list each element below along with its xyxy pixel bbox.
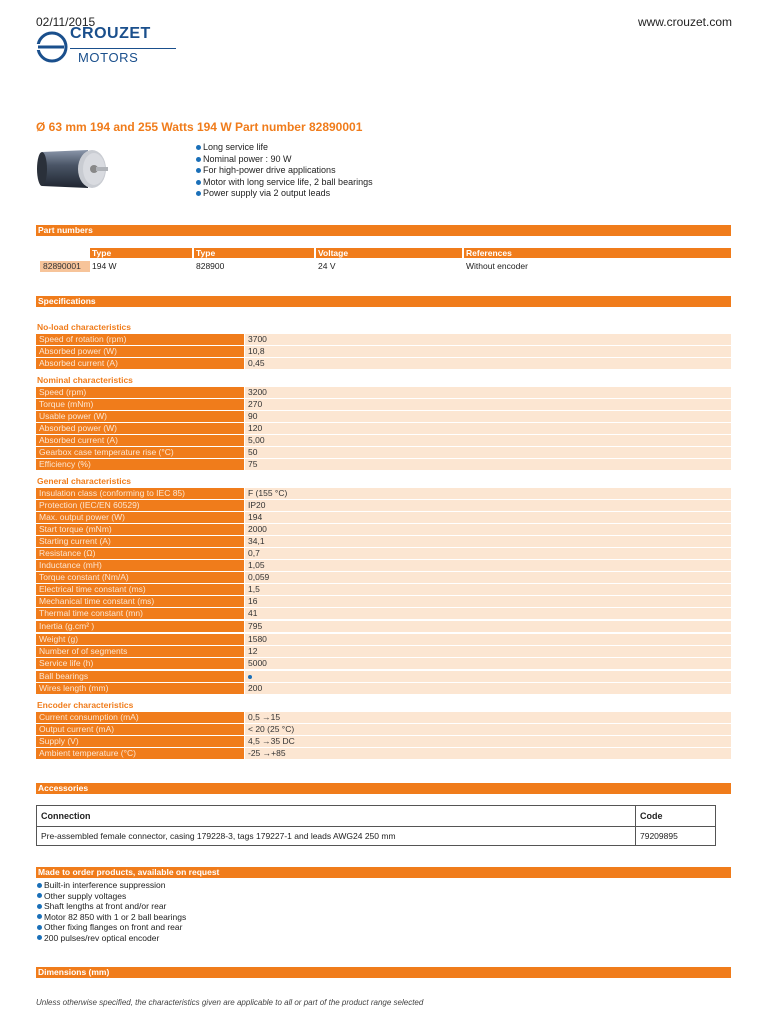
- table-row: [37, 827, 716, 846]
- spec-row: Service life (h) 5000: [36, 658, 731, 669]
- list-item: 200 pulses/rev optical encoder: [37, 933, 186, 944]
- spec-row: Starting current (A) 34,1: [36, 536, 731, 547]
- type-cell: 194 W: [92, 261, 117, 271]
- voltage-cell: 24 V: [318, 261, 336, 271]
- spec-row: Inertia (g.cm² ) 795: [36, 621, 731, 632]
- spec-row: Mechanical time constant (ms) 16: [36, 596, 731, 607]
- spec-row: Current consumption (mA) 0,5 →15: [36, 712, 731, 723]
- list-item: Power supply via 2 output leads: [196, 188, 373, 200]
- logo-mark-icon: [36, 27, 70, 67]
- section-title: No-load characteristics: [37, 322, 132, 332]
- product-title: Ø 63 mm 194 and 255 Watts 194 W Part number 82890001: [36, 120, 363, 134]
- part-numbers-heading: Part numbers: [36, 225, 731, 236]
- list-item: Nominal power : 90 W: [196, 154, 373, 166]
- logo-text-crouzet: CROUZET: [70, 25, 151, 42]
- bullet-icon: [37, 914, 42, 919]
- list-item: Motor 82 850 with 1 or 2 ball bearings: [37, 912, 186, 923]
- spec-row: Start torque (mNm) 2000: [36, 524, 731, 535]
- accessories-table: [36, 805, 716, 846]
- logo-text-motors: MOTORS: [78, 50, 139, 65]
- spec-row: Speed of rotation (rpm) 3700: [36, 334, 731, 345]
- motor-image: [36, 142, 116, 194]
- made-to-order-list: [37, 880, 186, 943]
- spec-row: Gearbox case temperature rise (°C) 50: [36, 447, 731, 458]
- table-header-row: [37, 806, 716, 827]
- accessories-heading: Accessories: [36, 783, 731, 794]
- bullet-icon: [196, 157, 201, 162]
- column-header: Connection: [37, 806, 636, 827]
- spec-row: Output current (mA) < 20 (25 °C): [36, 724, 731, 735]
- section-title: Nominal characteristics: [37, 375, 133, 385]
- bullet-icon: [37, 883, 42, 888]
- spec-row: Absorbed current (A) 5,00: [36, 435, 731, 446]
- spec-row: Electrical time constant (ms) 1,5: [36, 584, 731, 595]
- spec-row: Efficiency (%) 75: [36, 459, 731, 470]
- spec-row: Insulation class (conforming to IEC 85) F (155 °C): [36, 488, 731, 499]
- column-header: Code: [636, 806, 716, 827]
- spec-row: Thermal time constant (mn) 41: [36, 608, 731, 619]
- part-numbers-header-row: [36, 248, 731, 258]
- spec-row: Max. output power (W) 194: [36, 512, 731, 523]
- spec-row: Ambient temperature (°C) -25 →+85: [36, 748, 731, 759]
- spec-row: Torque (mNm) 270: [36, 399, 731, 410]
- list-item: Shaft lengths at front and/or rear: [37, 901, 186, 912]
- column-header: Type: [194, 248, 314, 258]
- spec-row: Absorbed power (W) 10,8: [36, 346, 731, 357]
- spec-row: Absorbed current (A) 0,45: [36, 358, 731, 369]
- footnote: Unless otherwise specified, the characteristics given are applicable to all or part of the product range selected: [36, 998, 424, 1007]
- ball-bearings-dot-icon: [248, 675, 252, 679]
- section-title: General characteristics: [37, 476, 132, 486]
- bullet-icon: [196, 145, 201, 150]
- spec-row: Absorbed power (W) 120: [36, 423, 731, 434]
- spec-row: Ball bearings: [36, 671, 731, 682]
- bullet-icon: [196, 180, 201, 185]
- column-header: References: [464, 248, 731, 258]
- made-to-order-heading: Made to order products, available on request: [36, 867, 731, 878]
- spec-row: Wires length (mm) 200: [36, 683, 731, 694]
- bullet-icon: [37, 935, 42, 940]
- section-title: Encoder characteristics: [37, 700, 134, 710]
- crouzet-logo: [36, 27, 176, 69]
- column-header: Voltage: [316, 248, 462, 258]
- list-item: Other fixing flanges on front and rear: [37, 922, 186, 933]
- logo-divider: [70, 48, 176, 49]
- spec-row: Resistance (Ω) 0,7: [36, 548, 731, 559]
- column-header: Type: [90, 248, 192, 258]
- spec-row: Supply (V) 4,5 →35 DC: [36, 736, 731, 747]
- type-code-cell: 828900: [196, 261, 225, 271]
- references-cell: Without encoder: [466, 261, 528, 271]
- list-item: Built-in interference suppression: [37, 880, 186, 891]
- bullet-icon: [196, 168, 201, 173]
- specifications-heading: Specifications: [36, 296, 731, 307]
- website-link[interactable]: www.crouzet.com: [637, 15, 732, 29]
- list-item: Long service life: [196, 142, 373, 154]
- bullet-icon: [37, 893, 42, 898]
- code-cell: 79209895: [636, 827, 716, 846]
- spec-row: Torque constant (Nm/A) 0,059: [36, 572, 731, 583]
- spec-row: Weight (g) 1580: [36, 634, 731, 645]
- connection-cell: Pre-assembled female connector, casing 179228-3, tags 179227-1 and leads AWG24 250 mm: [37, 827, 636, 846]
- feature-list: [196, 142, 373, 200]
- spec-row: Usable power (W) 90: [36, 411, 731, 422]
- spec-row: Speed (rpm) 3200: [36, 387, 731, 398]
- list-item: Motor with long service life, 2 ball bearings: [196, 177, 373, 189]
- spec-row: Protection (IEC/EN 60529) IP20: [36, 500, 731, 511]
- spec-row: Inductance (mH) 1,05: [36, 560, 731, 571]
- bullet-icon: [37, 904, 42, 909]
- list-item: For high-power drive applications: [196, 165, 373, 177]
- list-item: Other supply voltages: [37, 891, 186, 902]
- bullet-icon: [196, 191, 201, 196]
- document-date: 02/11/2015: [36, 15, 96, 29]
- dimensions-heading: Dimensions (mm): [36, 967, 731, 978]
- table-row: [36, 261, 731, 272]
- spec-row: Number of of segments 12: [36, 646, 731, 657]
- part-number-cell[interactable]: 82890001: [40, 261, 90, 272]
- bullet-icon: [37, 925, 42, 930]
